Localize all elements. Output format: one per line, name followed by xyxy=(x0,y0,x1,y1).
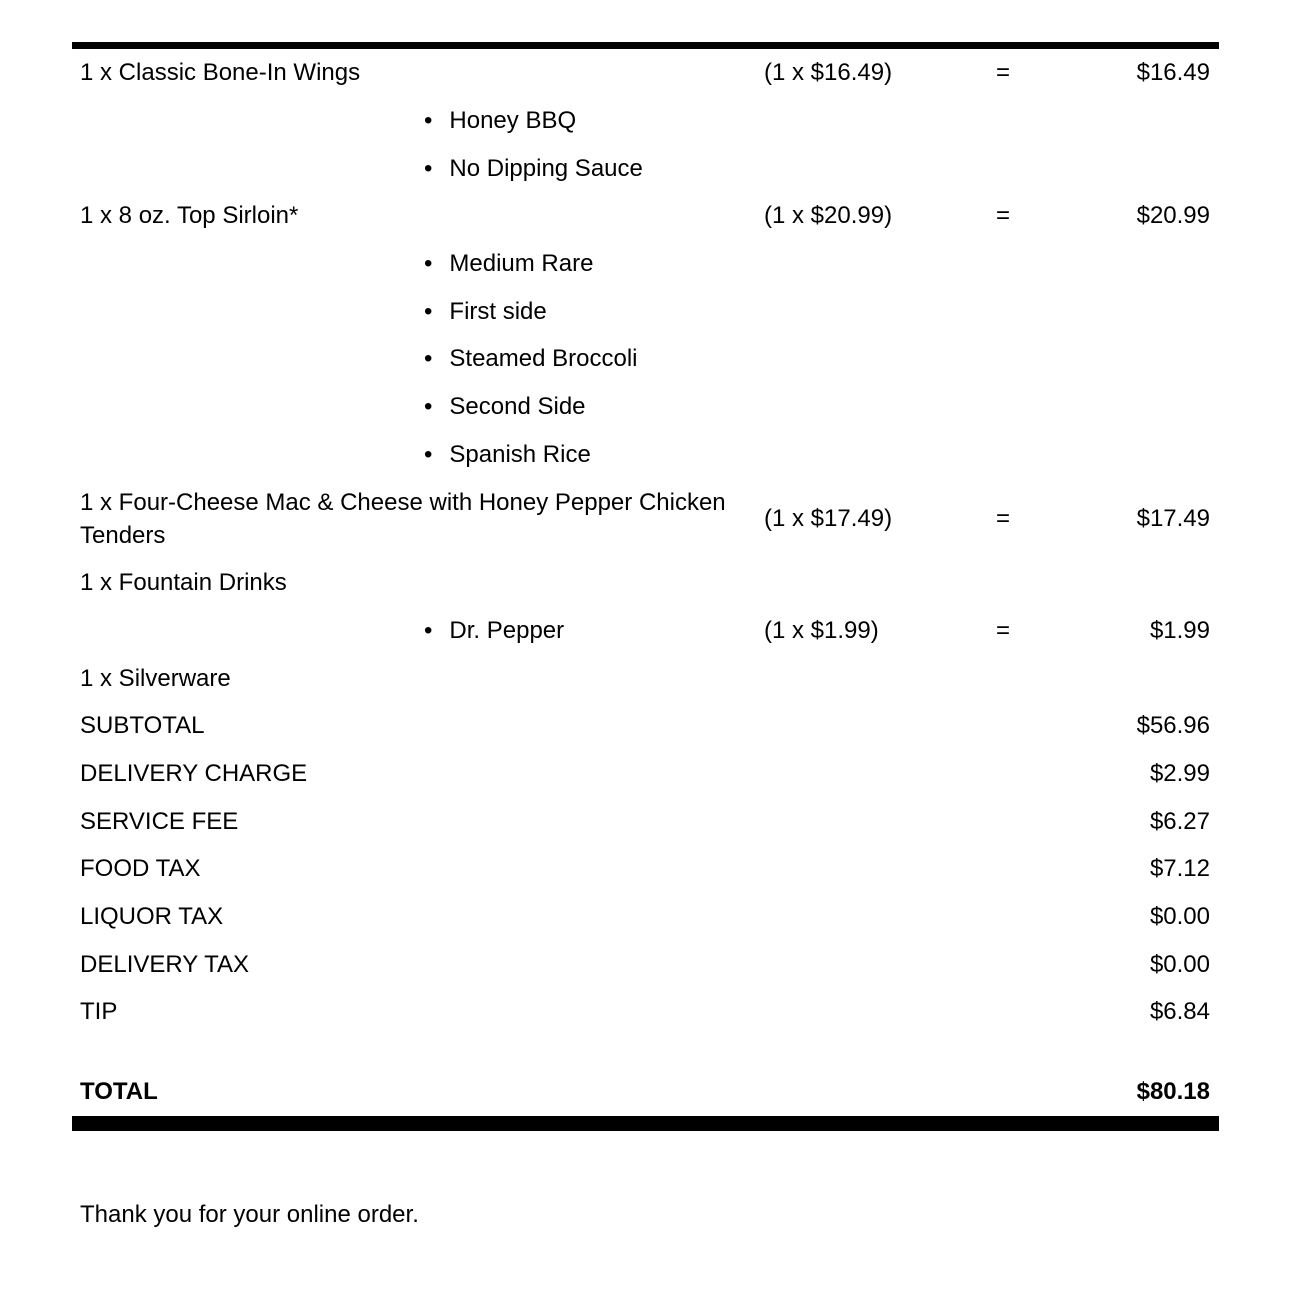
option-label: Medium Rare xyxy=(449,250,594,278)
item-option-row xyxy=(80,240,1210,288)
item-qty-price: (1 x $16.49) xyxy=(764,59,893,87)
item-line-total: $1.99 xyxy=(1149,616,1210,644)
receipt-line-items xyxy=(72,49,1219,1116)
equals-sign: = xyxy=(995,59,1010,87)
item-qty-price: (1 x $17.49) xyxy=(764,505,893,533)
bullet-icon: • xyxy=(424,297,433,325)
order-receipt xyxy=(72,42,1219,1131)
bullet-icon: • xyxy=(424,107,433,135)
equals-sign: = xyxy=(995,505,1010,533)
charge-row-food-tax xyxy=(80,845,1210,893)
charge-amount: $0.00 xyxy=(1149,950,1210,978)
item-name: 1 x 8 oz. Top Sirloin* xyxy=(80,202,299,230)
grand-total-row xyxy=(80,1068,1210,1116)
top-rule-divider xyxy=(72,42,1219,49)
item-qty-price: (1 x $1.99) xyxy=(764,616,879,644)
charge-row-delivery-tax xyxy=(80,940,1210,988)
item-option-row xyxy=(80,431,1210,479)
item-line-total: $20.99 xyxy=(1136,202,1210,230)
item-name: 1 x Four-Cheese Mac & Cheese with Honey Pepper Chicken Tenders xyxy=(80,488,726,549)
option-label: Spanish Rice xyxy=(449,440,591,468)
bullet-icon: • xyxy=(424,345,433,373)
charge-row-subtotal xyxy=(80,702,1210,750)
item-name: 1 x Classic Bone-In Wings xyxy=(80,59,361,87)
bottom-rule-divider xyxy=(72,1116,1219,1131)
option-label: Dr. Pepper xyxy=(449,616,565,644)
charge-row-liquor-tax xyxy=(80,893,1210,941)
charge-row-tip xyxy=(80,988,1210,1036)
item-row xyxy=(80,192,1210,240)
option-label: First side xyxy=(449,297,547,325)
charge-amount: $6.84 xyxy=(1149,998,1210,1026)
item-row xyxy=(80,49,1210,97)
item-line-total: $16.49 xyxy=(1136,59,1210,87)
item-option-row xyxy=(80,144,1210,192)
item-option-row xyxy=(80,97,1210,145)
grand-total-label: TOTAL xyxy=(80,1078,158,1106)
charge-label: LIQUOR TAX xyxy=(80,903,224,931)
item-option-row xyxy=(80,335,1210,383)
bullet-icon: • xyxy=(424,393,433,421)
equals-sign: = xyxy=(995,202,1010,230)
charge-amount: $6.27 xyxy=(1149,807,1210,835)
charge-label: FOOD TAX xyxy=(80,855,201,883)
item-row xyxy=(80,559,1210,607)
item-name: 1 x Fountain Drinks xyxy=(80,569,287,597)
footer-message: Thank you for your online order. xyxy=(80,1201,419,1229)
charge-row-service-fee xyxy=(80,797,1210,845)
charge-amount: $0.00 xyxy=(1149,903,1210,931)
item-line-total: $17.49 xyxy=(1136,505,1210,533)
option-label: Honey BBQ xyxy=(449,107,577,135)
bullet-icon: • xyxy=(424,440,433,468)
charge-label: TIP xyxy=(80,998,118,1026)
item-name: 1 x Silverware xyxy=(80,664,231,692)
item-option-row xyxy=(80,383,1210,431)
bullet-icon: • xyxy=(424,616,433,644)
charge-amount: $7.12 xyxy=(1149,855,1210,883)
item-option-row xyxy=(80,607,1210,655)
option-label: Steamed Broccoli xyxy=(449,345,638,373)
bullet-icon: • xyxy=(424,154,433,182)
grand-total-amount: $80.18 xyxy=(1136,1078,1210,1106)
item-row xyxy=(80,478,1210,559)
item-option-row xyxy=(80,287,1210,335)
option-label: Second Side xyxy=(449,393,586,421)
charge-label: SUBTOTAL xyxy=(80,712,205,740)
item-qty-price: (1 x $20.99) xyxy=(764,202,893,230)
bullet-icon: • xyxy=(424,250,433,278)
charge-label: DELIVERY CHARGE xyxy=(80,759,308,787)
charge-label: SERVICE FEE xyxy=(80,807,239,835)
charge-label: DELIVERY TAX xyxy=(80,950,249,978)
option-label: No Dipping Sauce xyxy=(449,154,643,182)
item-row xyxy=(80,654,1210,702)
charge-row-delivery-charge xyxy=(80,750,1210,798)
equals-sign: = xyxy=(995,616,1010,644)
charge-amount: $2.99 xyxy=(1149,759,1210,787)
charge-amount: $56.96 xyxy=(1136,712,1210,740)
